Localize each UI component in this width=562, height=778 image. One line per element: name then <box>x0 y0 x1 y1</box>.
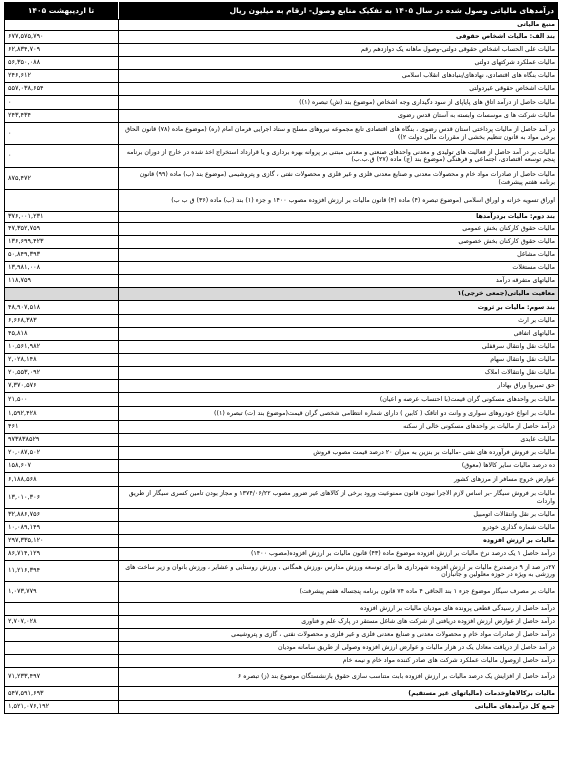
table-row <box>5 668 559 687</box>
row-label: بند سوم: مالیات بر ثروت <box>119 301 559 315</box>
table-row <box>5 70 559 83</box>
row-value: ۲۹۷,۳۳۵,۱۲۰ <box>5 535 119 548</box>
row-value <box>5 629 119 642</box>
table-row <box>5 57 559 70</box>
row-label: درآمد حاصل از عوارض ارزش افزوده دریافتی از شرکت های شاغل مستقر در پارک علم و فناوری <box>119 616 559 629</box>
row-label: ده درصد مالیات سایر کالاها (معوق) <box>119 460 559 473</box>
row-value: ۲۰,۰۸۷,۵۰۲ <box>5 447 119 460</box>
table-row <box>5 380 559 393</box>
row-value: ۹۷۳۸۳۸۵۲۹ <box>5 434 119 447</box>
table-row <box>5 460 559 473</box>
row-value: ۵۰,۸۴۹,۳۹۳ <box>5 249 119 262</box>
table-row <box>5 110 559 123</box>
table-row <box>5 616 559 629</box>
row-value: ۱۵۸,۶۰۷ <box>5 460 119 473</box>
row-label: مالیات شماره گذاری خودرو <box>119 522 559 535</box>
table-row <box>5 288 559 301</box>
row-value <box>5 603 119 616</box>
table-row <box>5 434 559 447</box>
table-row <box>5 83 559 96</box>
row-label: مالیات اشخاص حقوقی غیردولتی <box>119 83 559 96</box>
row-label: مالیات بر ارث <box>119 315 559 328</box>
row-value: ۶,۱۸۸,۵۶۸ <box>5 473 119 487</box>
row-label: مالیات بر نقل وانتقالات اتومبیل <box>119 509 559 522</box>
row-value: ۱۳,۹۸۱,۰۰۸ <box>5 262 119 275</box>
row-label: مالیات نقل وانتقال سهام <box>119 354 559 367</box>
row-value: ۲۱,۵۰۰ <box>5 393 119 407</box>
row-label: مالیات بر فروش سیگار -بر اساس لازم الاجرا نبودن قانون ممنوعیت ورود برخی از کالاهای غیر ضرور مصوب ۱۳۷۴/۰۶/۲۲ و مجاز بودن تامین کسری سیگار از طریق واردات <box>119 487 559 509</box>
table-row <box>5 44 559 57</box>
table-row <box>5 20 559 31</box>
table-row <box>5 421 559 434</box>
row-label: مالیاتهای اتفاقی <box>119 328 559 341</box>
table-row <box>5 341 559 354</box>
table-row <box>5 354 559 367</box>
row-label: مالیات شرکت ها ی موسسات وابسته به آستان قدس رضوی <box>119 110 559 123</box>
row-label: در آمد حاصل از مالیات پرداختی استان قدس رضوی ، بنگاه های اقتصادی تابع مجموعه نیروهای مسلح و ستاد اجرایی فرمان امام (ره) (موضوع ماده (۷۸) قانون الحاق برخی مواد به قانون تنظیم بخشی از مقررات مالی دولت ۲)) <box>119 123 559 145</box>
revenue-table <box>4 19 559 714</box>
row-label: در آمد حاصل از دریافت معادل یک در هزار مالیات و عوارض ارزش افزوده وصولی از طریق سامانه مودیان <box>119 642 559 655</box>
row-label: مالیات عایدی <box>119 434 559 447</box>
row-value: ۴۷,۳۵۲,۷۵۹ <box>5 223 119 236</box>
row-value: ۱۰,۵۶۱,۹۸۲ <box>5 341 119 354</box>
table-row <box>5 328 559 341</box>
row-label: مالیات بنگاه های اقتصادی، نهادهای/بنیادهای انقلاب اسلامی <box>119 70 559 83</box>
row-value: ۳۲,۸۸۶,۷۵۶ <box>5 509 119 522</box>
row-label: مالیات حاصل از صادرات مواد خام و محصولات معدنی و صنایع معدنی فلزی و غیر فلزی و محصولات نفتی ، گازی و پتروشیمی (موضوع بند (ب) ماده (۹۹) قانون برنامه هفتم پیشرفت) <box>119 168 559 190</box>
row-label: درآمد حاصل از مالیات بر واحدهای مسکونی خالی از سکنه <box>119 421 559 434</box>
row-label: مالیاتهای متفرقه درآمد <box>119 275 559 288</box>
row-value: ۴۶۱ <box>5 421 119 434</box>
table-row <box>5 687 559 701</box>
table-row <box>5 701 559 714</box>
row-label: مالیات نقل وانتقال سرقفلی <box>119 341 559 354</box>
table-row <box>5 629 559 642</box>
row-value <box>5 642 119 655</box>
table-row <box>5 447 559 460</box>
row-value: ۵۵۷,۰۳۸,۶۵۴ <box>5 83 119 96</box>
table-row <box>5 145 559 168</box>
row-label: منبع مالیاتی <box>119 20 559 31</box>
table-row <box>5 603 559 616</box>
row-label: مالیات بر مصرف سیگار موضوع جزء ۱ بند الحاقی ۴ ماده ۷۴ قانون برنامه پنجساله هفتم پیشرفت) <box>119 582 559 603</box>
table-row <box>5 522 559 535</box>
row-value: ۰ <box>5 96 119 110</box>
row-value: ۴۸,۹۰۷,۵۱۸ <box>5 301 119 315</box>
table-row <box>5 223 559 236</box>
table-row <box>5 249 559 262</box>
table-row <box>5 190 559 212</box>
row-label: اوراق تسویه خزانه و اوراق اسلامی (موضوع تبصره (۴) ماده (۴) قانون مالیات بر ارزش افزوده مصوب ۱۴۰۰ و جزء (۱) بند (ب) ماده (۳۶) ق ب ب) <box>119 190 559 212</box>
table-row <box>5 407 559 421</box>
row-label: مالیات حاصل از درآمد اتاق های پایاپای از سود دگیداری وجه اشخاص (موضوع بند (ش) تبصره (۱)) <box>119 96 559 110</box>
table-row <box>5 31 559 44</box>
row-label: مالیات مشاغل <box>119 249 559 262</box>
table-row <box>5 655 559 668</box>
table-row <box>5 548 559 561</box>
row-label: درآمد حاصل از افزایش یک درصد مالیات بر ارزش افزوده بابت متناسب سازی حقوق بازنشستگان موضوع بند (ز) تبصره ۶ <box>119 668 559 687</box>
row-label: بند دوم: مالیات بردرآمدها <box>119 212 559 223</box>
row-value: ۵۴۷,۵۹۱,۶۹۳ <box>5 687 119 701</box>
row-label: مالیات بر انواع خودروهای سواری و وانت دو اتاقک ( کابین ) دارای شماره انتظامی شخصی گران قیمت(موضوع بند (ت) تبصره (۱)) <box>119 407 559 421</box>
table-row <box>5 487 559 509</box>
table-row <box>5 393 559 407</box>
table-row <box>5 212 559 223</box>
row-value: ۰ <box>5 123 119 145</box>
row-label: مالیات بر فروش فرآورده های نفتی -مالیات بر بنزین به میزان ۲۰ درصد قیمت مصوب فروش <box>119 447 559 460</box>
table-row <box>5 315 559 328</box>
table-row <box>5 473 559 487</box>
row-label: مالیات بر ارزش افزوده <box>119 535 559 548</box>
row-value: ۷۱,۲۳۳,۴۹۷ <box>5 668 119 687</box>
row-value: ۱,۰۷۳,۷۷۹ <box>5 582 119 603</box>
row-value: ۱,۵۹۲,۴۲۸ <box>5 407 119 421</box>
table-row <box>5 561 559 582</box>
row-value <box>5 20 119 31</box>
table-row <box>5 301 559 315</box>
row-value: ۶۲,۸۳۴,۷۰۹ <box>5 44 119 57</box>
row-value: ۱۱,۲۱۶,۳۹۴ <box>5 561 119 582</box>
table-header <box>4 2 558 19</box>
row-label: درآمد حاصل از صادرات مواد خام و محصولات معدنی و صنایع معدنی فلزی و غیر فلزی و محصولات نفتی ، گازی و پتروشیمی <box>119 629 559 642</box>
row-value <box>5 190 119 212</box>
table-row <box>5 642 559 655</box>
row-label: مالیات نقل وانتقالات املاک <box>119 367 559 380</box>
row-label: درآمد حاصل از رسیدگی قطعی پرونده های مودیان مالیات بر ارزش افزوده <box>119 603 559 616</box>
row-value: ۶,۶۶۸,۳۸۳ <box>5 315 119 328</box>
row-label: معافیت مالیاتی(جمعی خرجی)۱ <box>119 288 559 301</box>
row-label: مالیات بر واحدهای مسکونی گران قیمت(با احتساب عرصه و اعیان) <box>119 393 559 407</box>
row-label: ۲۷در صد از ۹ درصدنرخ مالیات بر ارزش افزوده شهرداری ها برای توسعه ورزش مدارس ،ورزش همگانی ، ورزش روستایی و عشایر ، ورزش بانوان و زیر ساخت های ورزشی به ویژه در حوزه معلولین و جانبازان <box>119 561 559 582</box>
table-row <box>5 509 559 522</box>
row-value: ۱۳,۰۱۰,۳۰۶ <box>5 487 119 509</box>
row-value: ۸۶,۷۱۴,۱۲۹ <box>5 548 119 561</box>
row-value: ۲,۰۲۸,۱۴۸ <box>5 354 119 367</box>
table-row <box>5 582 559 603</box>
row-label: مالیات حقوق کارکنان بخش عمومی <box>119 223 559 236</box>
row-value: ۲,۷۰۷,۰۲۸ <box>5 616 119 629</box>
row-label: حق تمبروا وراق بهادار <box>119 380 559 393</box>
table-row <box>5 236 559 249</box>
row-value: ۱۳۶,۶۹۹,۴۲۳ <box>5 236 119 249</box>
row-value: ۷,۳۷۰,۵۷۶ <box>5 380 119 393</box>
row-label: درآمد حاصل ۱ یک درصد نرخ مالیات بر ارزش افزوده موضوع ماده (۴۳) قانون مالیات بر ارزش افزوده(مصوب ۱۴۰۰) <box>119 548 559 561</box>
row-label: مالیات حقوق کارکنان بخش خصوصی <box>119 236 559 249</box>
row-value: ۱۱۸,۷۵۹ <box>5 275 119 288</box>
row-label: مالیات برکالاهاوخدمات (مالیاتهای غیر مستقیم) <box>119 687 559 701</box>
row-label: مالیات مستغلات <box>119 262 559 275</box>
row-value: ۰ <box>5 145 119 168</box>
row-value: ۱,۵۲۱,۰۷۶,۱۹۲ <box>5 701 119 714</box>
row-label: عوارض خروج مسافر از مرزهای کشور <box>119 473 559 487</box>
row-value: ۸۷۵,۴۷۲ <box>5 168 119 190</box>
table-row <box>5 275 559 288</box>
row-value: ۶۷۷,۵۷۵,۷۹۰ <box>5 31 119 44</box>
table-row <box>5 262 559 275</box>
row-label: بند الف: مالیات اشخاص حقوقی <box>119 31 559 44</box>
row-value: ۲۴۶,۶۱۲ <box>5 70 119 83</box>
row-value <box>5 655 119 668</box>
table-row <box>5 96 559 110</box>
row-value: ۲۰,۵۵۳,۰۹۲ <box>5 367 119 380</box>
row-value: ۵۶,۳۵۰,۰۸۸ <box>5 57 119 70</box>
table-row <box>5 367 559 380</box>
report-title: درآمدهای مالیاتی وصول شده در سال ۱۴۰۵ به تفکیک منابع وصول- ارقام به میلیون ریال <box>229 6 554 15</box>
row-value: ۱۰,۰۸۹,۱۴۹ <box>5 522 119 535</box>
table-row <box>5 168 559 190</box>
row-value: ۲۴۳,۴۳۴ <box>5 110 119 123</box>
row-value: ۴۵,۸۱۸ <box>5 328 119 341</box>
row-label: مالیات بر در آمد حاصل از فعالیت های تولیدی و معدنی واحدهای صنعتی و معدنی مبتنی بر پروانه بهره برداری و یا قرارداد استخراج اخذ شده در خارج از دوران برنامه پنجم توسعه اقتصادی، اجتماعی و فرهنگی (موضوع بند (ج) ماده (۲۷) ق.ب.ب) <box>119 145 559 168</box>
table-row <box>5 535 559 548</box>
row-value <box>5 288 119 301</box>
row-label: جمع کل درآمدهای مالیاتی <box>119 701 559 714</box>
row-label: درآمد حاصل ازوصول مالیات عملکرد شرکت های صادر کننده مواد خام و نیمه خام <box>119 655 559 668</box>
column-header-value: تا اردیبهشت ۱۴۰۵ <box>4 2 119 19</box>
table-row <box>5 123 559 145</box>
row-label: مالیات عملکرد شرکتهای دولتی <box>119 57 559 70</box>
row-value: ۳۷۶,۰۰۱,۲۳۱ <box>5 212 119 223</box>
row-label: مالیات علی الحساب اشخاص حقوقی دولتی-وصول ماهانه یک دوازدهم رقم <box>119 44 559 57</box>
